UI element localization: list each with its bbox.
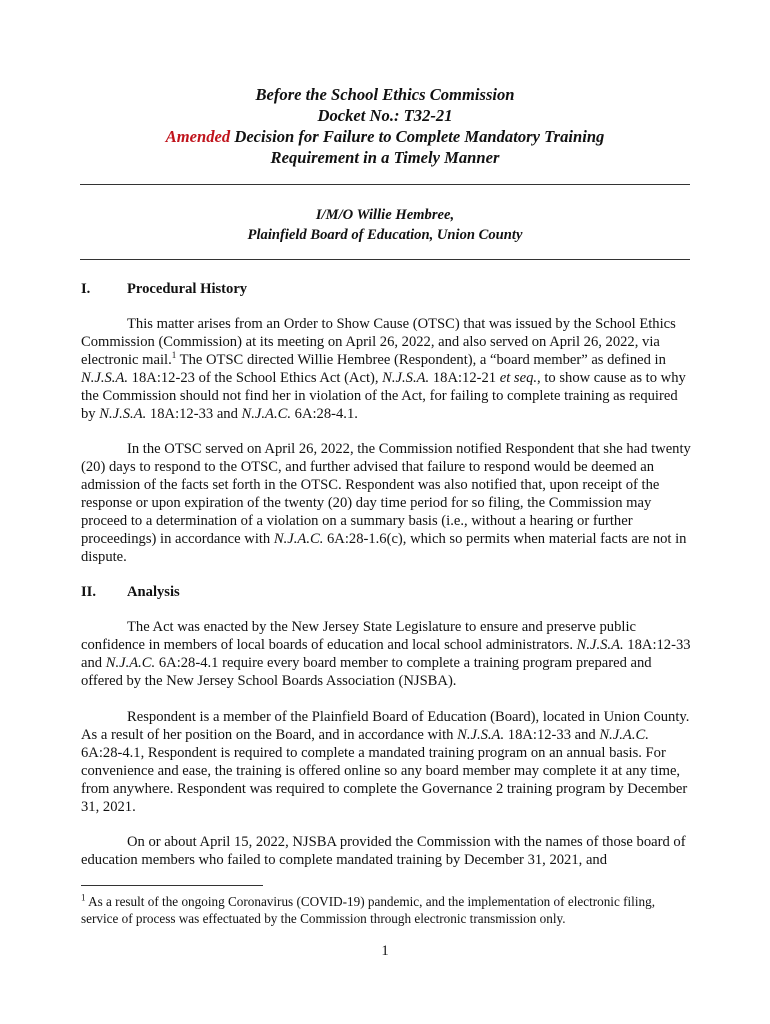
matter-caption	[80, 205, 690, 245]
top-divider	[80, 184, 690, 185]
section-heading-analysis: II. Analysis	[81, 584, 180, 600]
paragraph-njsba-names: On or about April 15, 2022, NJSBA provided the Commission with the names of those board of education members who failed to complete mandated training by December 31, 2021, and	[81, 834, 686, 868]
caption-divider	[80, 259, 690, 260]
page-number: 1	[381, 943, 389, 959]
footnote-divider	[81, 885, 263, 886]
matter-respondent: I/M/O Willie Hembree,	[315, 207, 455, 223]
footnote-1: $^1$ As a result of the ongoing Coronavirus (COVID-19) pandemic, and the implementation of electronic filing, service of process was effectuated by the Commission through electronic transmission only.	[81, 892, 655, 926]
paragraph-respondent-board: Respondent is a member of the Plainfield Board of Education (Board), located in Union County. As a result of her position on the Board, and in accordance with N.J.S.A. 18A:12-33 and N.J.A.C. 6A:28-4.1, Respondent is required to complete a mandated training program on an annual basis. For convenience and ease, the training is offered online so any board member may complete it at any time, from anywhere. Respondent was required to complete the Governance 2 training program by December 31, 2021.	[81, 709, 690, 815]
matter-board: Plainfield Board of Education, Union County	[247, 227, 523, 243]
heading-requirement: Requirement in a Timely Manner	[270, 148, 500, 167]
amended-label: Amended	[165, 127, 231, 146]
heading-commission: Before the School Ethics Commission	[255, 85, 515, 104]
footnote-ref[interactable]: 1	[171, 350, 177, 361]
document-heading	[80, 84, 690, 168]
paragraph-act-purpose: The Act was enacted by the New Jersey State Legislature to ensure and preserve public confidence in members of local boards of education and local school administrators. N.J.S.A. 18A:12-33 and N.J.A.C. 6A:28-4.1 require every board member to complete a training program prepared and offered by the New Jersey School Boards Association (NJSBA).	[81, 619, 691, 689]
paragraph-otsc-intro: This matter arises from an Order to Show Cause (OTSC) that was issued by the School Ethics Commission (Commission) at its meeting on April 26, 2022, and also served on April 26, 2022, via electronic mail.$^1$ The OTSC directed Willie Hembree (Respondent), a “board member” as defined in N.J.S.A. 18A:12-23 of the School Ethics Act (Act), N.J.S.A. 18A:12-21 et seq., to show cause as to why the Commission should not find her in violation of the Act, for failing to complete training as required by N.J.S.A. 18A:12-33 and N.J.A.C. 6A:28-4.1.	[81, 316, 686, 422]
paragraph-otsc-notice: In the OTSC served on April 26, 2022, the Commission notified Respondent that she had twenty (20) days to respond to the OTSC, and further advised that failure to respond would be deemed an admission of the facts set forth in the OTSC. Respondent was also notified that, upon receipt of the response or upon expiration of the twenty (20) day time period for so filing, the Commission may proceed to a determination of a violation on a summary basis (i.e., without a hearing or further proceedings) in accordance with N.J.A.C. 6A:28-1.6(c), which so permits when material facts are not in dispute.	[81, 441, 691, 565]
heading-decision-title: Amended Decision for Failure to Complete Mandatory Training	[165, 127, 605, 146]
heading-docket: Docket No.: T32-21	[317, 106, 453, 125]
section-heading-procedural-history: I. Procedural History	[81, 281, 248, 297]
